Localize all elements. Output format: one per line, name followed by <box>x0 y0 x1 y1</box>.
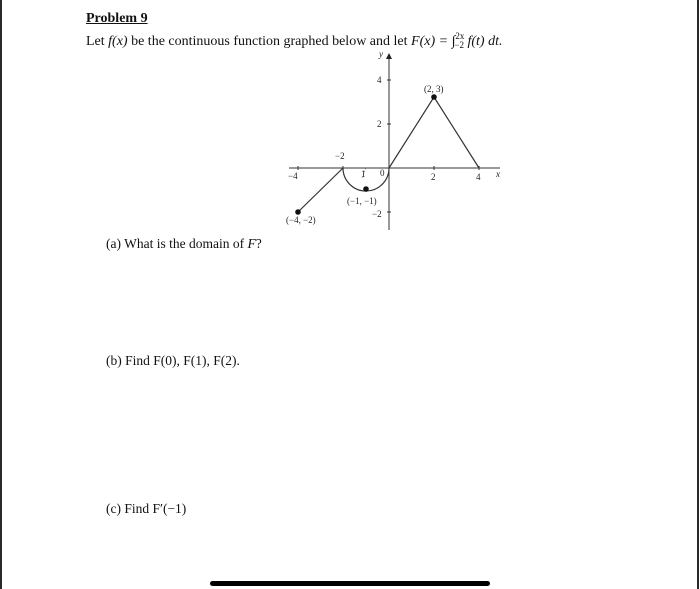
x-axis-label: x <box>496 169 500 179</box>
intro-prefix: Let <box>86 34 109 49</box>
y-axis-arrow <box>386 53 392 59</box>
question-b: (b) Find F(0), F(1), F(2). <box>106 353 240 368</box>
point-start <box>295 209 301 215</box>
segment-triangle <box>389 97 479 168</box>
intro-integrand: f(t) dt. <box>463 34 503 49</box>
point-start-label: (−4, −2) <box>286 215 316 225</box>
question-a-var: F <box>247 236 256 251</box>
tick-label-x-neg2: −2 <box>335 151 345 161</box>
origin-label: 0 <box>380 168 385 178</box>
intro-F: F(x) = ∫ <box>411 34 456 49</box>
problem-title: Problem 9 <box>86 11 148 26</box>
point-min <box>363 186 369 192</box>
home-indicator <box>210 581 490 586</box>
tick-label-x-4: 4 <box>476 172 481 182</box>
tick-label-y-4: 4 <box>377 75 382 85</box>
arc-radius-label: 1 <box>361 169 366 179</box>
tick-label-x-2: 2 <box>431 172 436 182</box>
intro-fx: f(x) <box>108 34 128 49</box>
tick-label-y-neg2: −2 <box>372 209 382 219</box>
tick-label-x-neg4: −4 <box>288 171 298 181</box>
point-peak-label: (2, 3) <box>424 84 444 94</box>
intro-mid: be the continuous function graphed below and let <box>127 34 412 49</box>
y-axis-label: y <box>379 49 383 59</box>
point-min-label: (−1, −1) <box>347 196 377 206</box>
question-a <box>106 236 262 252</box>
question-a-end: ? <box>255 236 262 251</box>
segment-left <box>298 168 343 212</box>
integral-upper-limit: 2x <box>455 31 465 41</box>
question-a-text: (a) What is the domain of <box>106 236 248 251</box>
point-peak <box>431 94 437 100</box>
tick-label-y-2: 2 <box>377 119 382 129</box>
integral-lower-limit: −2 <box>454 40 464 50</box>
question-c: (c) Find F′(−1) <box>106 501 187 516</box>
